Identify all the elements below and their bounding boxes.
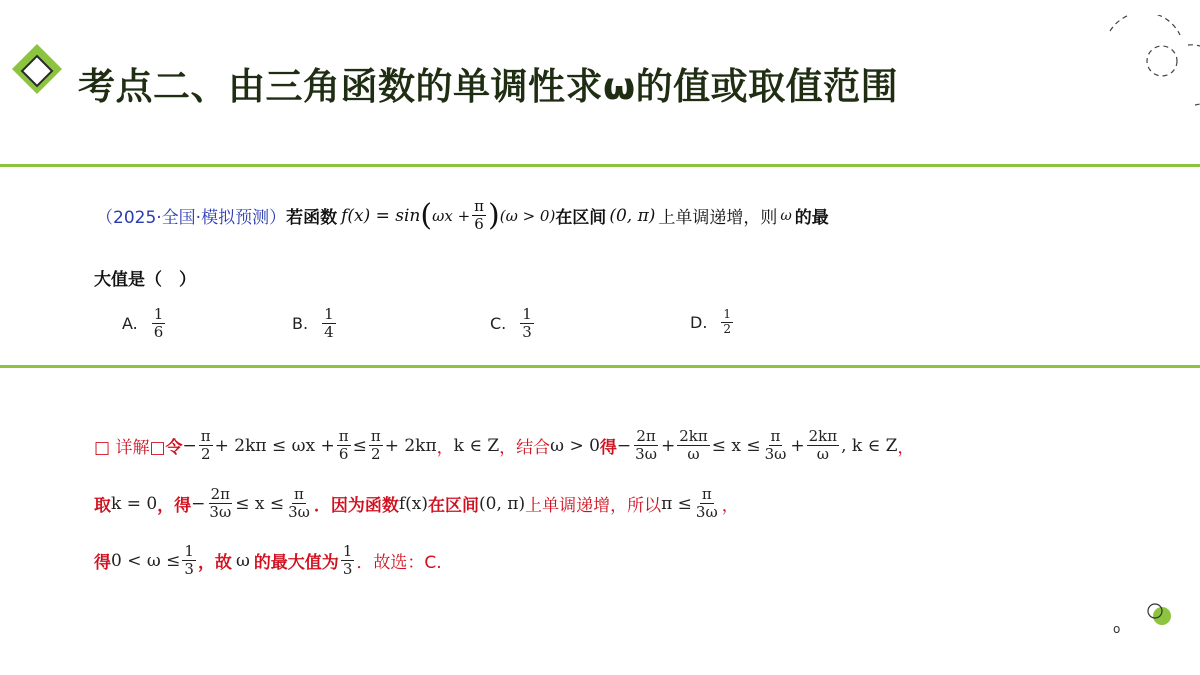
- question-line-1: [96, 198, 829, 234]
- option-letter: A.: [122, 314, 138, 334]
- sol-text: 得: [599, 438, 617, 459]
- sol-fraction: [341, 543, 355, 579]
- frac-num: 2π: [210, 485, 231, 503]
- option-letter: C.: [490, 314, 507, 334]
- option-b[interactable]: [292, 306, 338, 342]
- sol-math: −: [182, 435, 197, 456]
- sol-math: , k ∈ Z: [841, 435, 898, 456]
- sol-math: 0 < ω ≤: [111, 550, 181, 571]
- question-text: 的最: [794, 208, 829, 229]
- question-text: 在区间: [555, 208, 607, 229]
- frac-num: π: [370, 427, 381, 445]
- frac-num: 1: [324, 305, 334, 323]
- close-paren: ): [488, 197, 500, 233]
- sol-math: f(x): [398, 493, 429, 514]
- sol-fraction: [199, 428, 213, 464]
- omega-x-term: ωx +: [432, 206, 471, 225]
- sol-text: ，得: [157, 496, 192, 517]
- option-c[interactable]: [490, 306, 536, 342]
- func-name: f(x) = sin: [341, 205, 421, 226]
- option-d[interactable]: [690, 308, 735, 337]
- sol-fraction: [807, 428, 840, 464]
- sol-text: ，: [897, 438, 915, 459]
- sol-text: 得: [94, 553, 111, 574]
- frac-num: 1: [522, 305, 532, 323]
- sol-text: 的最大值为: [253, 553, 339, 574]
- frac-num: 1: [153, 305, 164, 323]
- sol-math: ≤ x ≤: [235, 493, 285, 514]
- sol-text: 在区间: [428, 496, 480, 517]
- decorative-dots-icon: [1140, 598, 1180, 634]
- sol-math: ω > 0: [550, 435, 600, 456]
- decorative-circles-icon: [1100, 15, 1200, 110]
- frac-num: 2π: [636, 427, 656, 445]
- sol-text: ，结合: [499, 438, 551, 459]
- sol-math: ≤: [352, 435, 367, 456]
- frac-num: π: [701, 485, 712, 503]
- option-letter: D.: [690, 312, 708, 332]
- sol-fraction: [207, 486, 233, 522]
- sol-fraction: [369, 428, 383, 464]
- omega-symbol: ω: [780, 207, 792, 224]
- option-fraction: [721, 308, 733, 337]
- option-letter: B.: [292, 314, 309, 334]
- sol-math: ≤ x ≤: [711, 435, 761, 456]
- sol-text: ，: [721, 496, 739, 517]
- question-line-2: 大值是（ ）: [94, 270, 196, 290]
- sol-text: ，: [436, 438, 454, 459]
- sol-math: + 2kπ ≤ ωx +: [214, 435, 335, 456]
- sol-text: ．故选：C.: [356, 553, 442, 574]
- sol-math: +: [790, 435, 805, 456]
- page-title: 考点二、由三角函数的单调性求ω的值或取值范围: [78, 65, 899, 108]
- frac-den: 3: [522, 323, 532, 342]
- sol-fraction: [677, 428, 710, 464]
- sol-math: −: [616, 435, 632, 456]
- frac-den: 2: [723, 321, 732, 336]
- sol-fraction: [286, 486, 312, 522]
- interval: (0, π): [609, 205, 656, 226]
- top-divider: [0, 164, 1200, 167]
- frac-num: 1: [342, 542, 353, 560]
- frac-num: 2kπ: [808, 427, 838, 445]
- question-text: 若函数: [286, 208, 338, 229]
- frac-num: π: [770, 427, 781, 445]
- frac-den: 2: [200, 445, 211, 464]
- frac-num: 2kπ: [679, 427, 708, 445]
- frac-num: π: [200, 427, 211, 445]
- frac-num: π: [338, 427, 349, 445]
- sol-text: ．因为函数: [313, 496, 399, 517]
- option-a[interactable]: [122, 306, 167, 342]
- sol-math: (0, π): [479, 493, 526, 514]
- sol-fraction: [694, 486, 720, 522]
- frac-den: 3ω: [288, 503, 310, 522]
- frac-den: 3ω: [695, 503, 718, 522]
- frac-den: 3: [342, 560, 353, 579]
- sol-math: π ≤: [661, 493, 692, 514]
- sol-math: k ∈ Z: [453, 435, 500, 456]
- footer-mark: o: [1113, 622, 1121, 636]
- function-expression: [341, 206, 420, 226]
- sol-text: 上单调递增，所以: [525, 496, 662, 517]
- frac-den: ω: [816, 445, 829, 464]
- sol-text: ，故: [197, 553, 232, 574]
- solution-line-1: [94, 428, 914, 464]
- pi-over-six: [472, 198, 486, 234]
- frac-den: ω: [687, 445, 700, 464]
- diamond-logo-icon: [10, 42, 64, 102]
- frac-den: 3ω: [764, 445, 787, 464]
- option-fraction: [322, 306, 336, 342]
- frac-den: 6: [474, 215, 484, 234]
- omega-condition: (ω > 0): [499, 206, 556, 225]
- option-fraction: [152, 306, 166, 342]
- bottom-divider: [0, 365, 1200, 368]
- solution-line-2: [94, 486, 739, 522]
- sol-fraction: [633, 428, 659, 464]
- option-fraction: [520, 306, 534, 342]
- sol-fraction: [763, 428, 789, 464]
- solution-label: □ 详解□: [94, 438, 166, 459]
- question-text: 上单调递增，则: [658, 208, 778, 229]
- sol-math: ω: [235, 550, 250, 571]
- sol-math: −: [191, 493, 206, 514]
- frac-den: 6: [338, 445, 349, 464]
- question-source: （2025·全国·模拟预测）: [96, 208, 287, 229]
- open-paren: (: [420, 197, 433, 233]
- frac-num: π: [294, 485, 304, 503]
- sol-text: 令: [165, 438, 183, 459]
- frac-den: 2: [371, 445, 381, 464]
- frac-den: 3ω: [209, 503, 232, 522]
- frac-den: 4: [324, 323, 334, 342]
- sol-fraction: [337, 428, 351, 464]
- sol-text: 取: [94, 496, 111, 517]
- solution-line-3: [94, 543, 442, 579]
- frac-den: 3: [184, 560, 194, 579]
- frac-num: π: [474, 197, 484, 215]
- sol-math: k = 0: [111, 493, 158, 514]
- sol-math: + 2kπ: [384, 435, 437, 456]
- frac-num: 1: [723, 307, 732, 321]
- sol-math: +: [660, 435, 676, 456]
- sol-fraction: [182, 543, 196, 579]
- frac-den: 6: [153, 323, 164, 342]
- frac-den: 3ω: [635, 445, 657, 464]
- frac-num: 1: [184, 542, 194, 560]
